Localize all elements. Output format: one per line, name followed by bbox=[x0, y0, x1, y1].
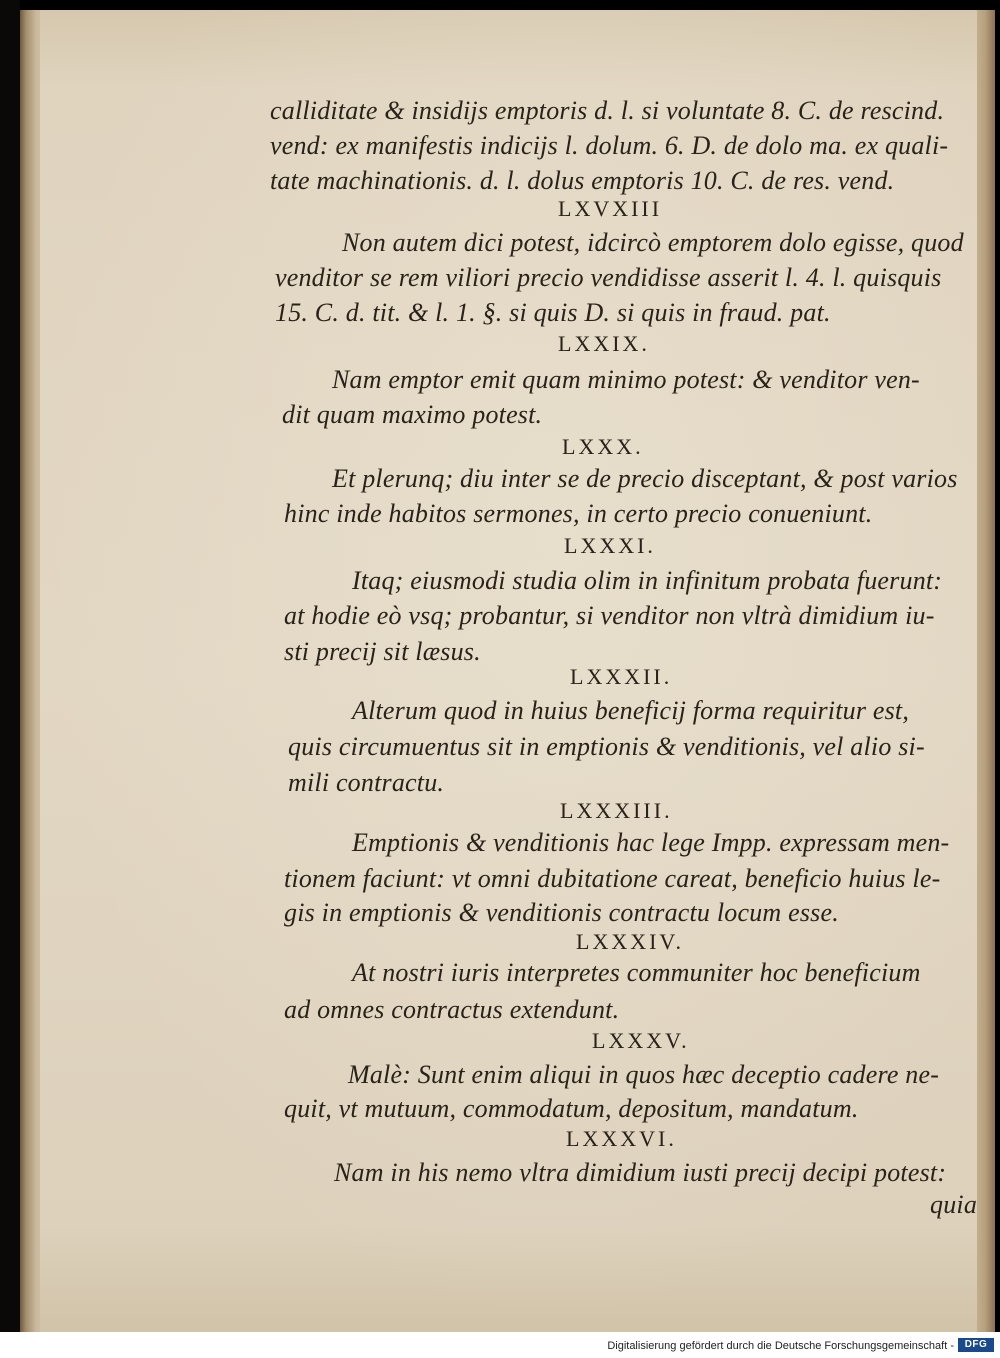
section-number: LXXXIII. bbox=[560, 798, 673, 823]
section-number: LXXXV. bbox=[592, 1028, 690, 1053]
page-paper bbox=[40, 10, 977, 1332]
text-line: vend: ex manifestis indicijs l. dolum. 6. D. de dolo ma. ex quali- bbox=[270, 131, 949, 160]
text-line: Et plerunq; diu inter se de precio disceptant, & post varios bbox=[332, 464, 958, 493]
text-line: mili contractu. bbox=[288, 768, 445, 797]
text-line: Alterum quod in huius beneficij forma requiritur est, bbox=[352, 696, 910, 725]
text-line: tionem faciunt: vt omni dubitatione careat, beneficio huius le- bbox=[284, 864, 941, 893]
text-line: dit quam maximo potest. bbox=[282, 400, 543, 429]
page-text bbox=[40, 10, 977, 1332]
section-number: LXXXIV. bbox=[576, 929, 684, 954]
text-line: quit, vt mutuum, commodatum, depositum, mandatum. bbox=[284, 1094, 859, 1123]
section-number: LXXX. bbox=[562, 434, 644, 459]
text-line: at hodie eò vsq; probantur, si venditor non vltrà dimidium iu- bbox=[284, 601, 935, 630]
scanner-frame bbox=[0, 0, 20, 1338]
text-line: Non autem dici potest, idcircò emptorem dolo egisse, quod bbox=[342, 228, 964, 257]
text-line: ad omnes contractus extendunt. bbox=[284, 995, 620, 1024]
footer-credit-text: Digitalisierung gefördert durch die Deutsche Forschungsgemeinschaft - bbox=[607, 1340, 954, 1352]
catchword: quia bbox=[930, 1190, 978, 1219]
text-line: calliditate & insidijs emptoris d. l. si voluntate 8. C. de rescind. bbox=[270, 96, 945, 125]
text-line: Itaq; eiusmodi studia olim in infinitum probata fuerunt: bbox=[352, 566, 943, 595]
dfg-logo: DFG bbox=[958, 1338, 994, 1352]
text-line: Nam in his nemo vltra dimidium iusti precij decipi potest: bbox=[334, 1158, 947, 1187]
digitization-footer bbox=[0, 1332, 1000, 1358]
text-line: hinc inde habitos sermones, in certo precio conueniunt. bbox=[284, 499, 873, 528]
text-line: quis circumuentus sit in emptionis & venditionis, vel alio si- bbox=[288, 732, 925, 761]
text-line: Emptionis & venditionis hac lege Impp. expressam men- bbox=[352, 828, 950, 857]
section-number: LXXXII. bbox=[570, 664, 673, 689]
text-line: Malè: Sunt enim aliqui in quos hæc deceptio cadere ne- bbox=[348, 1060, 940, 1089]
text-line: sti precij sit læsus. bbox=[284, 637, 481, 666]
scanned-page bbox=[20, 10, 995, 1332]
section-number: LXXXI. bbox=[564, 533, 656, 558]
text-line: Nam emptor emit quam minimo potest: & venditor ven- bbox=[332, 365, 920, 394]
text-line: gis in emptionis & venditionis contractu locum esse. bbox=[284, 898, 839, 927]
text-line: venditor se rem viliori precio vendidisse asserit l. 4. l. quisquis bbox=[275, 263, 942, 292]
section-number: LXXXVI. bbox=[566, 1126, 677, 1151]
section-number: LXVXIII bbox=[558, 196, 663, 221]
text-line: At nostri iuris interpretes communiter hoc beneficium bbox=[352, 958, 921, 987]
text-line: tate machinationis. d. l. dolus emptoris 10. C. de res. vend. bbox=[270, 166, 895, 195]
text-line: 15. C. d. tit. & l. 1. §. si quis D. si quis in fraud. pat. bbox=[275, 298, 831, 327]
section-number: LXXIX. bbox=[558, 331, 650, 356]
